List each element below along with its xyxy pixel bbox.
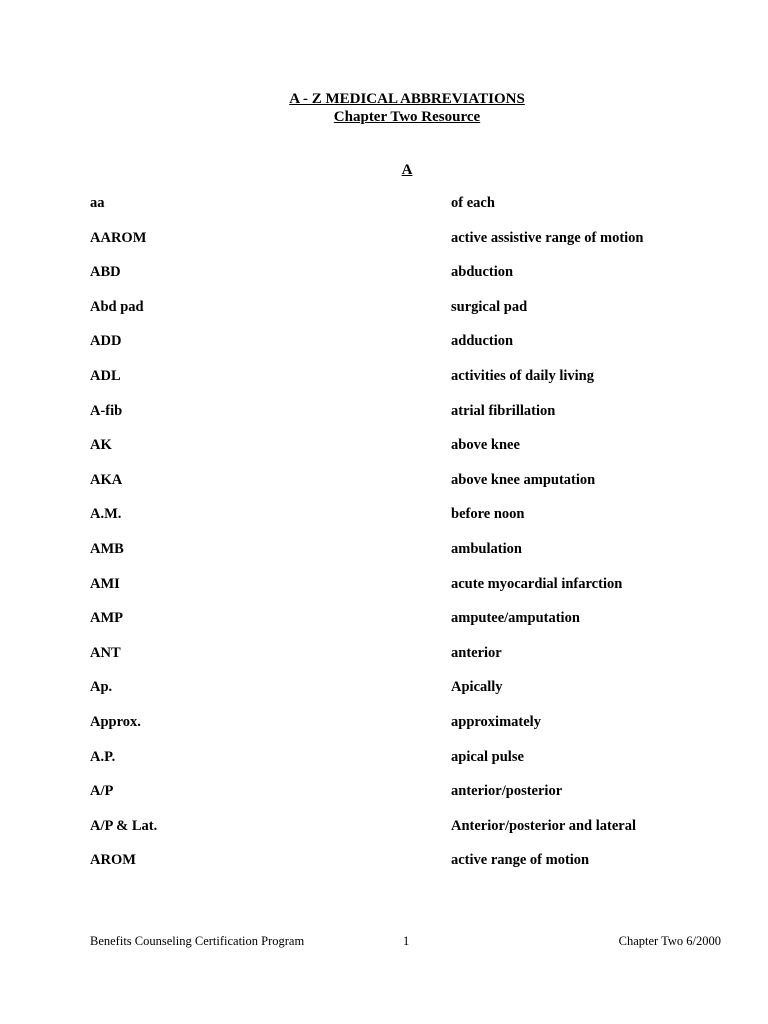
page-footer	[90, 932, 721, 950]
abbreviation-meaning: of each	[451, 195, 495, 211]
abbreviation-list	[90, 194, 710, 886]
abbreviation-meaning: surgical pad	[451, 298, 528, 315]
abbreviation-term: A.M.	[90, 506, 122, 523]
abbreviation-meaning: acute myocardial infarction	[451, 575, 623, 592]
abbreviation-meaning: approximately	[451, 713, 541, 730]
abbreviation-meaning: abduction	[451, 264, 514, 281]
footer-page-number: 1	[403, 934, 410, 948]
page-subtitle: Chapter Two Resource	[333, 109, 481, 125]
abbreviation-meaning: apical pulse	[451, 748, 524, 765]
abbreviation-entry	[90, 748, 710, 783]
abbreviation-term: A/P	[90, 783, 114, 800]
abbreviation-entry	[90, 402, 710, 437]
abbreviation-term: ABD	[90, 264, 121, 281]
abbreviation-entry	[90, 678, 710, 713]
abbreviation-meaning: atrial fibrillation	[451, 402, 556, 419]
abbreviation-entry	[90, 609, 710, 644]
abbreviation-entry	[90, 540, 710, 575]
abbreviation-entry	[90, 851, 710, 886]
abbreviation-term: AMP	[90, 610, 124, 627]
abbreviation-term: AMI	[90, 575, 120, 592]
abbreviation-entry	[90, 229, 710, 264]
abbreviation-meaning: Apically	[451, 679, 503, 696]
abbreviation-term: AKA	[90, 471, 123, 488]
abbreviation-term: aa	[90, 195, 105, 211]
abbreviation-meaning: amputee/amputation	[451, 610, 580, 627]
abbreviation-entry	[90, 817, 710, 852]
abbreviation-meaning: Anterior/posterior and lateral	[451, 817, 636, 834]
abbreviation-meaning: active assistive range of motion	[451, 229, 644, 246]
abbreviation-term: AMB	[90, 540, 124, 557]
abbreviation-entry	[90, 436, 710, 471]
abbreviation-entry	[90, 505, 710, 540]
abbreviation-term: Abd pad	[90, 298, 144, 315]
abbreviation-entry	[90, 782, 710, 817]
abbreviation-term: AK	[90, 437, 112, 454]
abbreviation-term: AROM	[90, 852, 136, 869]
abbreviation-term: ADD	[90, 333, 122, 350]
footer-chapter-date: Chapter Two 6/2000	[618, 934, 721, 948]
abbreviation-meaning: ambulation	[451, 540, 522, 557]
abbreviation-meaning: before noon	[451, 506, 525, 523]
abbreviation-meaning: above knee	[451, 437, 520, 454]
abbreviation-term: ADL	[90, 367, 121, 384]
footer-program-name: Benefits Counseling Certification Program	[90, 934, 305, 948]
page-title: A - Z MEDICAL ABBREVIATIONS	[289, 91, 525, 107]
abbreviation-entry	[90, 332, 710, 367]
abbreviation-meaning: adduction	[451, 333, 514, 350]
section-letter-heading: A	[401, 162, 413, 178]
abbreviation-term: A-fib	[90, 402, 123, 419]
abbreviation-entry	[90, 263, 710, 298]
abbreviation-term: Approx.	[90, 713, 141, 730]
abbreviation-term: Ap.	[90, 679, 113, 696]
abbreviation-term: A.P.	[90, 748, 116, 765]
abbreviation-entry	[90, 575, 710, 610]
abbreviation-entry	[90, 298, 710, 333]
abbreviation-entry	[90, 471, 710, 506]
abbreviation-meaning: above knee amputation	[451, 471, 596, 488]
abbreviation-entry	[90, 367, 710, 402]
abbreviation-meaning: anterior	[451, 644, 502, 661]
abbreviation-meaning: anterior/posterior	[451, 783, 563, 800]
abbreviation-meaning: activities of daily living	[451, 367, 594, 384]
abbreviation-meaning: active range of motion	[451, 852, 590, 869]
abbreviation-entry	[90, 644, 710, 679]
abbreviation-term: ANT	[90, 644, 121, 661]
abbreviation-term: AAROM	[90, 229, 147, 246]
abbreviation-entry	[90, 713, 710, 748]
abbreviation-entry	[90, 194, 710, 229]
abbreviation-term: A/P & Lat.	[90, 817, 158, 834]
